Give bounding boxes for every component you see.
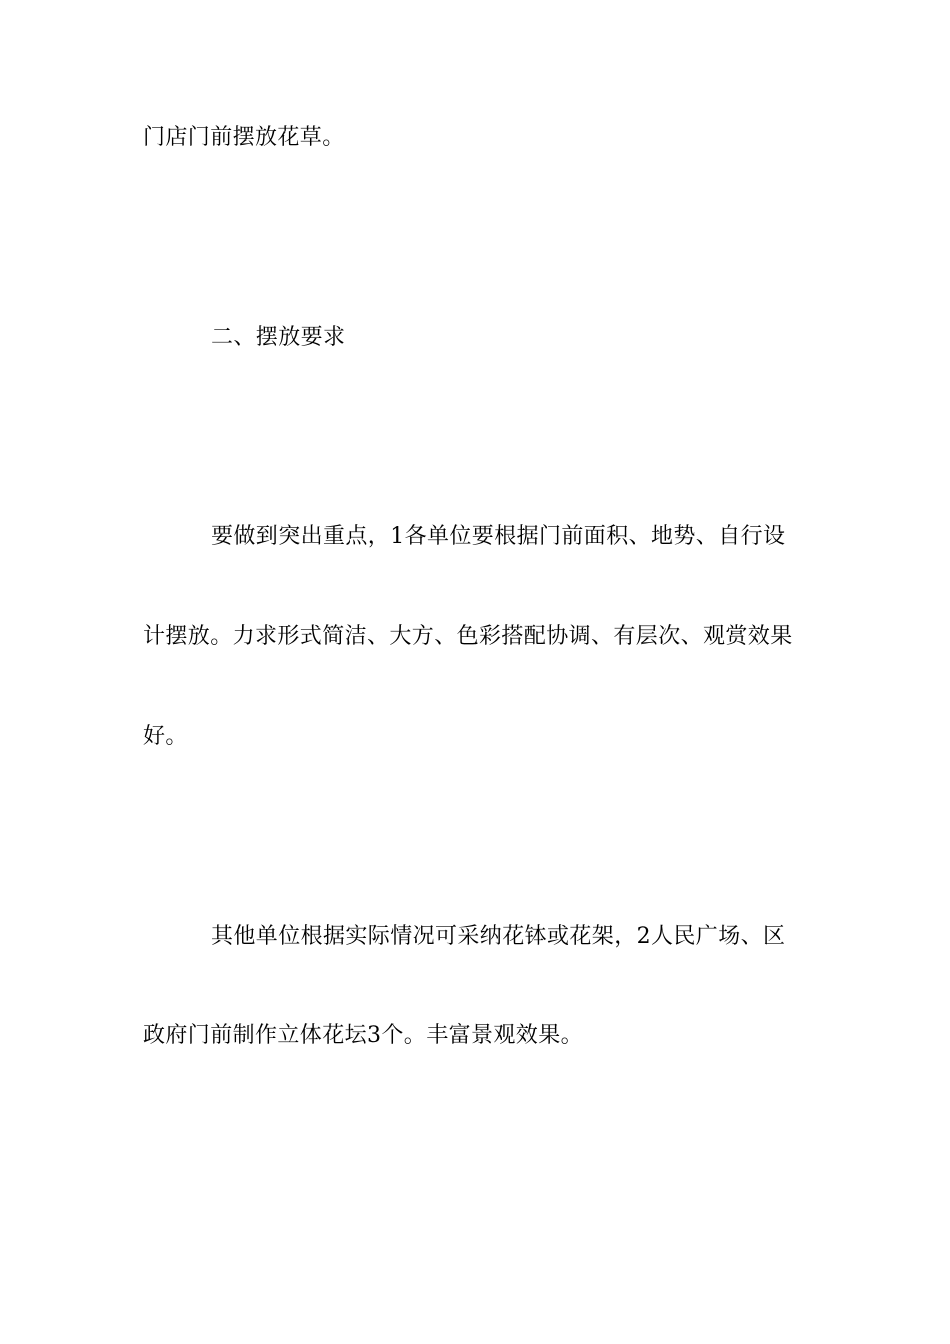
paragraph-line: 政府门前制作立体花坛3个。丰富景观效果。 bbox=[143, 1023, 583, 1048]
paragraph-line: 其他单位根据实际情况可采纳花钵或花架，2人民广场、区 bbox=[211, 924, 786, 949]
paragraph-line: 好。 bbox=[143, 724, 188, 749]
paragraph-line: 要做到突出重点，1各单位要根据门前面积、地势、自行设 bbox=[211, 524, 786, 549]
section-heading: 二、摆放要求 bbox=[211, 325, 346, 350]
paragraph-line: 门店门前摆放花草。 bbox=[143, 125, 345, 150]
paragraph-line: 计摆放。力求形式简洁、大方、色彩搭配协调、有层次、观赏效果 bbox=[143, 624, 793, 649]
